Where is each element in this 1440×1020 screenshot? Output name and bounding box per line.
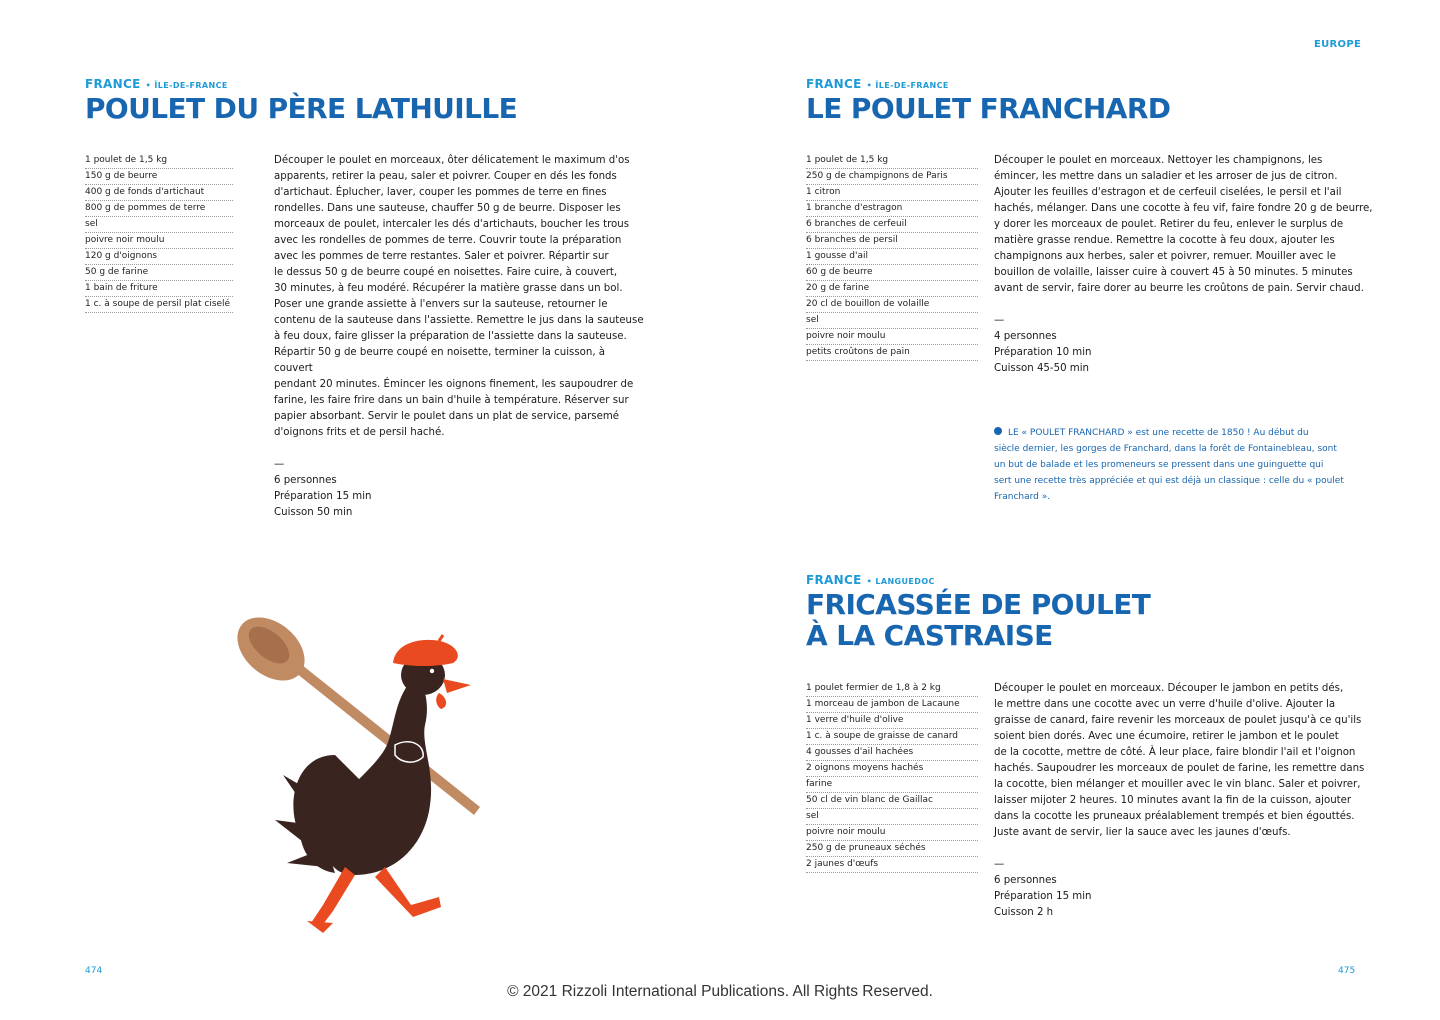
bullet-icon	[994, 427, 1002, 435]
origin-region: • ÎLE-DE-FRANCE	[145, 81, 228, 90]
rooster-illustration	[225, 605, 505, 945]
ingredient-item: 1 poulet fermier de 1,8 à 2 kg	[806, 681, 978, 697]
beak	[443, 679, 471, 693]
ingredient-item: 6 branches de cerfeuil	[806, 217, 978, 233]
ingredient-item: 800 g de pommes de terre	[85, 201, 233, 217]
rooster-leg-right	[375, 867, 441, 917]
ingredient-item: 1 gousse d'ail	[806, 249, 978, 265]
ingredient-item: 400 g de fonds d'artichaut	[85, 185, 233, 201]
ingredient-item: 250 g de pruneaux séchés	[806, 841, 978, 857]
ingredient-item: sel	[806, 313, 978, 329]
method-text: Découper le poulet en morceaux. Découper le jambon en petits dés, le mettre dans une cocotte avec un verre d'huile d'olive. Ajouter la graisse de canard, faire revenir les morceaux de poulet jusqu'à ce qu'ils soient bien dorés. Avec une écumoire, retirer le jambon et le poulet de la cocotte, mettre de côté. À leur place, faire blondir l'ail et l'oignon hachés. Saupoudrer les morceaux de poulet de farine, les remettre dans la cocotte, bien mélanger et mouiller avec le vin blanc. Saler et poivrer, laisser mijoter 2 heures. 10 minutes avant la fin de la cuisson, ajouter dans la cocotte les pruneaux préalablement trempés et bien égouttés. Juste avant de servir, lier la sauce avec les jaunes d'œufs.	[994, 683, 1365, 838]
ingredient-list	[85, 153, 233, 313]
section-tag: EUROPE	[1314, 39, 1362, 50]
ingredient-item: 1 citron	[806, 185, 978, 201]
recipe-meta: — 6 personnes Préparation 15 min Cuisson 2 h	[994, 859, 1092, 918]
ingredient-item: 50 cl de vin blanc de Gaillac	[806, 793, 978, 809]
ingredient-item: poivre noir moulu	[806, 329, 978, 345]
recipe-fricassee-castraise	[806, 569, 1150, 651]
region-name: ÎLE-DE-FRANCE	[875, 81, 949, 90]
ingredient-item: 2 oignons moyens hachés	[806, 761, 978, 777]
ingredient-list	[806, 153, 978, 361]
title-line-2: À LA CASTRAISE	[806, 619, 1053, 652]
recipe-title: POULET DU PÈRE LATHUILLE	[85, 92, 518, 125]
ingredient-item: 150 g de beurre	[85, 169, 233, 185]
page-number-left: 474	[85, 966, 103, 976]
note-text: LE « POULET FRANCHARD » est une recette de 1850 ! Au début du siècle dernier, les gorges de Franchard, dans la forêt de Fontainebleau, sont un but de balade et les promeneurs se pressent dans une guinguette qui sert une recette très appréciée et qui est déjà un classique : celle du « poulet Franchard ».	[994, 428, 1344, 502]
ingredient-item: 50 g de farine	[85, 265, 233, 281]
origin-country: FRANCE	[85, 77, 141, 91]
ingredient-item: 1 branche d'estragon	[806, 201, 978, 217]
recipe-method	[994, 153, 1374, 377]
recipe-method	[994, 681, 1374, 921]
recipe-poulet-pere-lathuille	[85, 73, 517, 124]
ingredient-item: 250 g de champignons de Paris	[806, 169, 978, 185]
region-name: LANGUEDOC	[875, 577, 935, 586]
ingredient-item: 2 jaunes d'œufs	[806, 857, 978, 873]
recipe-origin	[806, 73, 1170, 92]
ingredient-item: sel	[85, 217, 233, 233]
recipe-note	[994, 425, 1344, 505]
origin-region: • LANGUEDOC	[866, 577, 935, 586]
ingredient-item: 1 bain de friture	[85, 281, 233, 297]
ingredient-item: 20 cl de bouillon de volaille	[806, 297, 978, 313]
recipe-meta: — 6 personnes Préparation 15 min Cuisson 50 min	[274, 459, 372, 518]
recipe-method	[274, 153, 644, 521]
ingredient-item: sel	[806, 809, 978, 825]
ingredient-item: poivre noir moulu	[806, 825, 978, 841]
ingredient-item: 6 branches de persil	[806, 233, 978, 249]
recipe-poulet-franchard	[806, 73, 1170, 124]
ingredient-item: 1 c. à soupe de persil plat ciselé	[85, 297, 233, 313]
page-number-right: 475	[1338, 966, 1356, 976]
recipe-title: LE POULET FRANCHARD	[806, 92, 1171, 125]
recipe-title	[806, 589, 1150, 651]
origin-country: FRANCE	[806, 573, 862, 587]
ingredient-item: 60 g de beurre	[806, 265, 978, 281]
ingredient-item: 20 g de farine	[806, 281, 978, 297]
ingredient-item: 1 poulet de 1,5 kg	[806, 153, 978, 169]
ingredient-item: 1 poulet de 1,5 kg	[85, 153, 233, 169]
ingredient-item: 4 gousses d'ail hachées	[806, 745, 978, 761]
ingredient-list	[806, 681, 978, 873]
ingredient-item: 1 c. à soupe de graisse de canard	[806, 729, 978, 745]
rooster-leg-left	[311, 867, 355, 927]
recipe-meta: — 4 personnes Préparation 10 min Cuisson 45-50 min	[994, 315, 1092, 374]
ingredient-item: farine	[806, 777, 978, 793]
title-line-1: FRICASSÉE DE POULET	[806, 588, 1151, 621]
ingredient-item: poivre noir moulu	[85, 233, 233, 249]
method-text: Découper le poulet en morceaux, ôter délicatement le maximum d'os apparents, retirer la peau, saler et poivrer. Couper en dés les fonds d'artichaut. Éplucher, laver, couper les pommes de terre en fines rondelles. Dans une sauteuse, chauffer 50 g de beurre. Disposer les morceaux de poulet, intercaler les dés d'artichauts, boucher les trous avec les rondelles de pommes de terre. Couvrir toute la préparation avec les pommes de terre restantes. Saler et poivrer. Répartir sur le dessus 50 g de beurre coupé en noisettes. Faire cuire, à couvert, 30 minutes, à feu modéré. Récupérer la matière grasse dans un bol. Poser une grande assiette à l'envers sur la sauteuse, retourner le contenu de la sauteuse dans l'assiette. Remettre le jus dans la sauteuse à feu doux, faire glisser la préparation de l'assiette dans la sauteuse. Répartir 50 g de beurre coupé en noisette, terminer la cuisson, à couvert pendant 20 minutes. Émincer les oignons finement, les saupoudrer de farine, les faire frire dans un bain d'huile à température. Réserver sur papier absorbant. Servir le poulet dans un plat de service, parsemé d'oignons frits et de persil haché.	[274, 155, 644, 438]
beret	[393, 640, 458, 666]
ingredient-item: 1 morceau de jambon de Lacaune	[806, 697, 978, 713]
ingredient-item: 120 g d'oignons	[85, 249, 233, 265]
ingredient-item: petits croûtons de pain	[806, 345, 978, 361]
ingredient-item: 1 verre d'huile d'olive	[806, 713, 978, 729]
recipe-origin	[85, 73, 517, 92]
origin-region: • ÎLE-DE-FRANCE	[866, 81, 949, 90]
method-text: Découper le poulet en morceaux. Nettoyer les champignons, les émincer, les mettre dans un saladier et les arroser de jus de citron. Ajouter les feuilles d'estragon et de cerfeuil ciselées, le persil et l'ail hachés, mélanger. Dans une cocotte à feu vif, faire fondre 20 g de beurre, y dorer les morceaux de poulet. Retirer du feu, enlever le surplus de matière grasse rendue. Remettre la cocotte à feu doux, ajouter les champignons aux herbes, saler et poivrer, remuer. Mouiller avec le bouillon de volaille, laisser cuire à couvert 45 à 50 minutes. 5 minutes avant de servir, faire dorer au beurre les croûtons de pain. Servir chaud.	[994, 155, 1373, 294]
origin-country: FRANCE	[806, 77, 862, 91]
copyright-notice: © 2021 Rizzoli International Publications. All Rights Reserved.	[507, 983, 933, 1000]
recipe-origin	[806, 569, 1150, 588]
region-name: ÎLE-DE-FRANCE	[154, 81, 228, 90]
